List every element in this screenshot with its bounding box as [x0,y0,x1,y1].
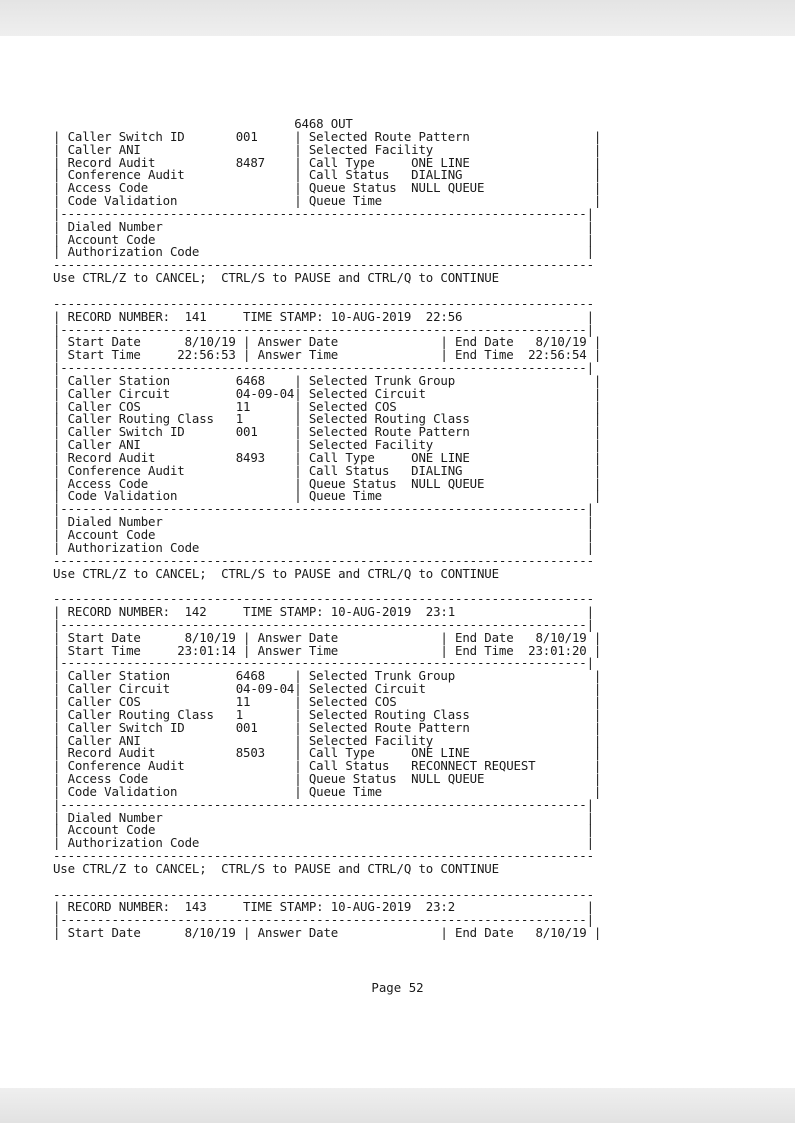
printout-line: | Caller Station 6468 | Selected Trunk Group | [53,372,602,388]
printout-line: | Caller Switch ID 001 | Selected Route Pattern | [53,128,602,144]
printout-line: Use CTRL/Z to CANCEL; CTRL/S to PAUSE and CTRL/Q to CONTINUE [53,565,499,581]
printout-line: | RECORD NUMBER: 142 TIME STAMP: 10-AUG-2019 23:1 | [53,604,594,620]
printout-line: | Caller ANI | Selected Facility | [53,141,602,157]
printout-line: | Caller ANI | Selected Facility | [53,437,602,453]
printout-line: | Account Code | [53,822,594,838]
printout-line: -------------------------------------------------------------------------- [53,886,594,902]
printout-line: | Code Validation | Queue Time | [53,193,602,209]
printout-line: | Conference Audit | Call Status RECONNECT REQUEST | [53,758,602,774]
printout-line: |------------------------------------------------------------------------| [53,796,594,812]
printout-line: | Access Code | Queue Status NULL QUEUE | [53,180,602,196]
printout-line: | Start Time 22:56:53 | Answer Time | End Time 22:56:54 | [53,347,602,363]
printout-line: | Access Code | Queue Status NULL QUEUE | [53,475,602,491]
printout-line: | RECORD NUMBER: 141 TIME STAMP: 10-AUG-2019 22:56 | [53,308,594,324]
printout-line: | Caller Switch ID 001 | Selected Route Pattern | [53,424,602,440]
printout-line: | Caller Switch ID 001 | Selected Route Pattern | [53,719,602,735]
printout-line: | Caller Circuit 04-09-04| Selected Circuit | [53,681,602,697]
scan-edge-top [0,0,795,36]
printout-line: |------------------------------------------------------------------------| [53,655,594,671]
printout-line: | Record Audit 8493 | Call Type ONE LINE | [53,449,602,465]
printout-line: | Authorization Code | [53,244,594,260]
page-number: Page 52 [371,980,424,995]
printout-line: | Caller COS 11 | Selected COS | [53,693,602,709]
printout-line: | Start Date 8/10/19 | Answer Date | End Date 8/10/19 | [53,925,602,941]
printout-line: | Start Date 8/10/19 | Answer Date | End Date 8/10/19 | [53,334,602,350]
printout-line: |------------------------------------------------------------------------| [53,912,594,928]
printout-line: | Dialed Number | [53,514,594,530]
printout-line: | Record Audit 8487 | Call Type ONE LINE | [53,154,602,170]
printout-line: | Dialed Number | [53,218,594,234]
printout-line: | Start Date 8/10/19 | Answer Date | End Date 8/10/19 | [53,629,602,645]
printout-line: Use CTRL/Z to CANCEL; CTRL/S to PAUSE and CTRL/Q to CONTINUE [53,860,499,876]
printout-line: | Account Code | [53,231,594,247]
printout-line: | Dialed Number | [53,809,594,825]
terminal-printout [53,118,601,940]
printout-line: -------------------------------------------------------------------------- [53,848,594,864]
printout-line: |------------------------------------------------------------------------| [53,501,594,517]
printout-line: | Caller Circuit 04-09-04| Selected Circuit | [53,385,602,401]
printout-line: | Code Validation | Queue Time | [53,783,602,799]
printout-line: |------------------------------------------------------------------------| [53,321,594,337]
printout-line: -------------------------------------------------------------------------- [53,295,594,311]
printout-line: | Start Time 23:01:14 | Answer Time | End Time 23:01:20 | [53,642,602,658]
printout-line: | Code Validation | Queue Time | [53,488,602,504]
printout-line: | Account Code | [53,527,594,542]
printout-line: |------------------------------------------------------------------------| [53,205,594,221]
scan-edge-bottom [0,1088,795,1123]
printout-line: | Conference Audit | Call Status DIALING | [53,167,602,183]
printout-line: |------------------------------------------------------------------------| [53,360,594,376]
printout-line: -------------------------------------------------------------------------- [53,552,594,568]
printout-line: | Caller COS 11 | Selected COS | [53,398,602,414]
printout-line: |------------------------------------------------------------------------| [53,616,594,632]
printout-line: | Conference Audit | Call Status DIALING | [53,462,602,478]
printout-line: Use CTRL/Z to CANCEL; CTRL/S to PAUSE and CTRL/Q to CONTINUE [53,270,499,286]
printout-line: 6468 OUT [53,116,353,131]
printout-line: | Authorization Code | [53,539,594,555]
printout-line: | Caller Station 6468 | Selected Trunk Group | [53,668,602,684]
printout-line: | Access Code | Queue Status NULL QUEUE | [53,771,602,787]
printout-line: | Caller Routing Class 1 | Selected Routing Class | [53,411,602,427]
printout-line: -------------------------------------------------------------------------- [53,591,594,607]
printout-line: | Caller ANI | Selected Facility | [53,732,602,748]
printout-line: | RECORD NUMBER: 143 TIME STAMP: 10-AUG-2019 23:2 | [53,899,594,915]
printout-line: | Caller Routing Class 1 | Selected Routing Class | [53,706,602,722]
printout-line: | Record Audit 8503 | Call Type ONE LINE | [53,745,602,761]
printout-line: -------------------------------------------------------------------------- [53,257,594,273]
printout-line: | Authorization Code | [53,835,594,851]
